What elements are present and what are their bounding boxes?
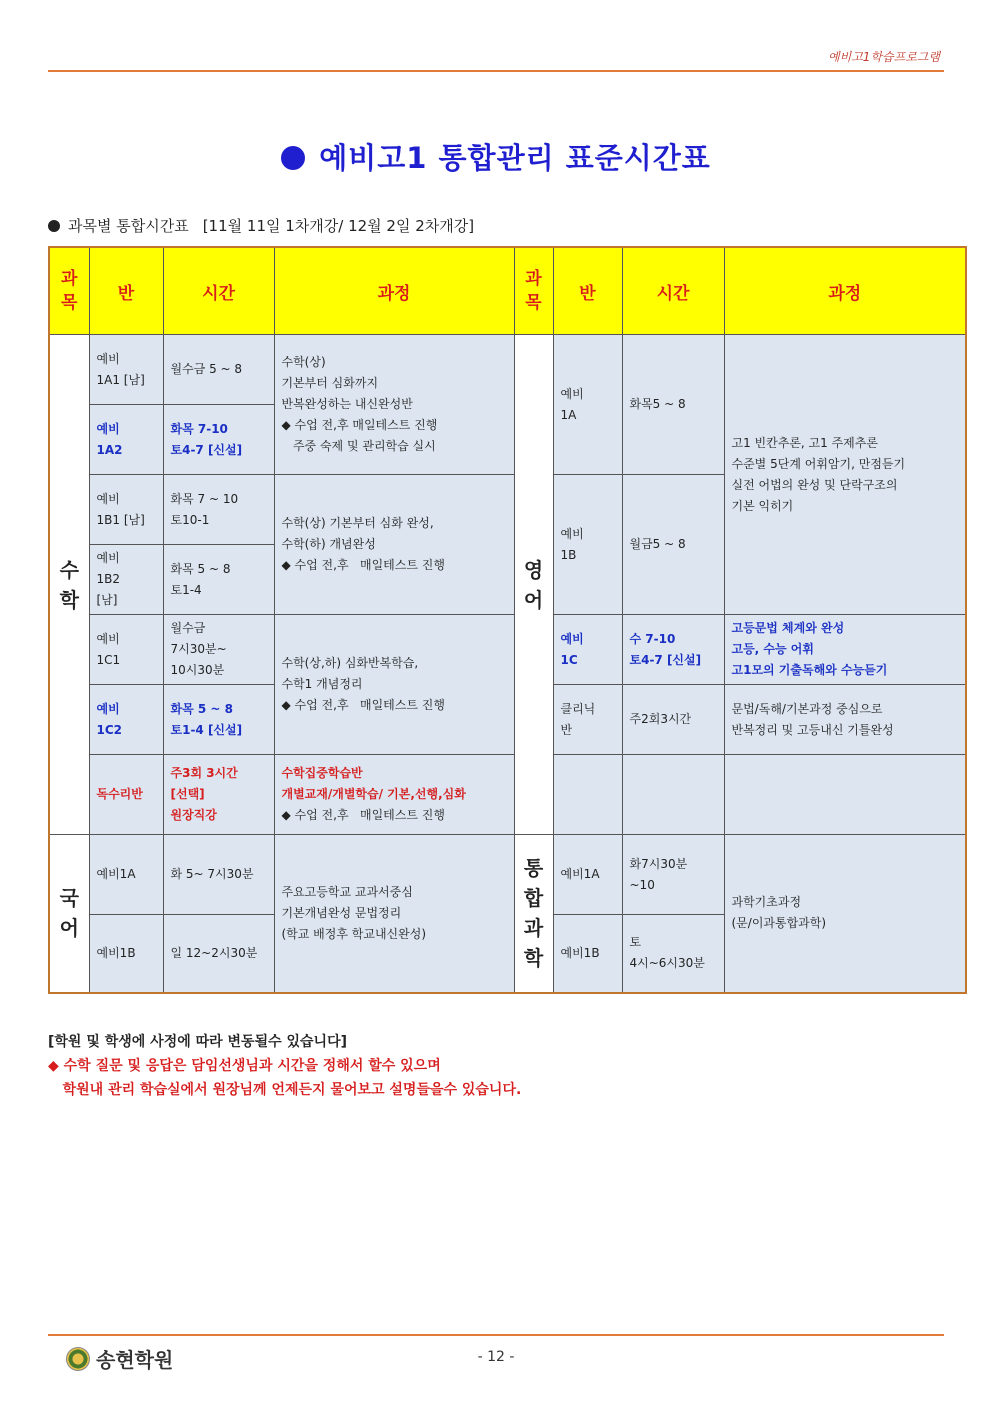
subject-science: 통 합 과 학 — [514, 835, 553, 993]
page-title-text: 예비고1 통합관리 표준시간표 — [319, 141, 711, 175]
time-cell: 화목 5 ~ 8 토1-4 [신설] — [163, 685, 274, 755]
time-cell: 월수금 7시30분~ 10시30분 — [163, 615, 274, 685]
table-row — [49, 835, 966, 915]
subtitle-period: [11월 11일 1차개강/ 12월 2일 2차개강] — [202, 217, 475, 235]
header-class: 반 — [89, 247, 163, 335]
course-cell: 문법/독해/기본과정 중심으로 반복정리 및 고등내신 기틀완성 — [724, 685, 966, 755]
running-header: 예비고1학습프로그램 — [828, 50, 940, 64]
time-cell: 월수금 5 ~ 8 — [163, 335, 274, 405]
subject-math: 수 학 — [49, 335, 89, 835]
header-course-2: 과정 — [724, 247, 966, 335]
class-cell: 예비1B — [89, 915, 163, 993]
class-cell: 독수리반 — [89, 755, 163, 835]
course-cell: 수학집중학습반 개별교재/개별학습/ 기본,선행,심화 ◆ 수업 전,후 매일테스트 진행 — [274, 755, 514, 835]
title-bullet-icon — [281, 146, 305, 170]
class-cell: 예비 1C — [553, 615, 622, 685]
footer-divider — [48, 1334, 944, 1336]
time-cell: 화 5~ 7시30분 — [163, 835, 274, 915]
table-row — [49, 615, 966, 685]
course-cell: 수학(상,하) 심화반복학습, 수학1 개념정리 ◆ 수업 전,후 매일테스트 진행 — [274, 615, 514, 755]
time-cell: 월금5 ~ 8 — [622, 475, 724, 615]
empty-cell — [622, 755, 724, 835]
time-cell: 화7시30분 ~10 — [622, 835, 724, 915]
section-subtitle — [48, 215, 474, 236]
header-time-2: 시간 — [622, 247, 724, 335]
subtitle-label: 과목별 통합시간표 — [68, 217, 189, 235]
notice-line-2: 학원내 관리 학습실에서 원장님께 언제든지 물어보고 설명들을수 있습니다. — [48, 1082, 522, 1098]
time-cell: 주2회3시간 — [622, 685, 724, 755]
subject-korean: 국 어 — [49, 835, 89, 993]
class-cell: 클리닉 반 — [553, 685, 622, 755]
time-cell: 토 4시~6시30분 — [622, 915, 724, 993]
class-cell: 예비 1A2 — [89, 405, 163, 475]
notice — [48, 1030, 521, 1102]
time-cell: 일 12~2시30분 — [163, 915, 274, 993]
timetable — [48, 246, 967, 994]
header-class-2: 반 — [553, 247, 622, 335]
course-cell: 수학(상) 기본부터 심화 완성, 수학(하) 개념완성 ◆ 수업 전,후 매일테스트 진행 — [274, 475, 514, 615]
empty-cell — [553, 755, 622, 835]
time-cell: 화목 5 ~ 8 토1-4 — [163, 545, 274, 615]
time-cell: 화목 7 ~ 10 토10-1 — [163, 475, 274, 545]
header-subject: 과 목 — [49, 247, 89, 335]
class-cell: 예비 1A — [553, 335, 622, 475]
header-course: 과정 — [274, 247, 514, 335]
header-time: 시간 — [163, 247, 274, 335]
academy-name: 송현학원 — [96, 1348, 174, 1372]
header-divider — [48, 70, 944, 72]
course-cell: 수학(상) 기본부터 심화까지 반복완성하는 내신완성반 ◆ 수업 전,후 매일테스트 진행 주중 숙제 및 관리학습 실시 — [274, 335, 514, 475]
class-cell: 예비 1C2 — [89, 685, 163, 755]
table-row — [49, 755, 966, 835]
header-row — [49, 247, 966, 335]
course-cell: 고등문법 체계와 완성 고등, 수능 어휘 고1모의 기출독해와 수능듣기 — [724, 615, 966, 685]
time-cell: 화목 7-10 토4-7 [신설] — [163, 405, 274, 475]
class-cell: 예비1B — [553, 915, 622, 993]
course-cell: 과학기초과정 (문/이과통합과학) — [724, 835, 966, 993]
course-cell: 주요고등학교 교과서중심 기본개념완성 문법정리 (학교 배정후 학교내신완성) — [274, 835, 514, 993]
page-number: - 12 - — [477, 1349, 515, 1365]
empty-cell — [724, 755, 966, 835]
notice-line-1: ◆ 수학 질문 및 응답은 담임선생님과 시간을 정해서 할수 있으며 — [48, 1058, 441, 1074]
bullet-icon — [48, 220, 60, 232]
subject-english: 영 어 — [514, 335, 553, 835]
course-cell: 고1 빈칸추론, 고1 주제추론 수준별 5단계 어휘암기, 만점듣기 실전 어법의 완성 및 단락구조의 기본 익히기 — [724, 335, 966, 615]
class-cell: 예비 1B — [553, 475, 622, 615]
class-cell: 예비1A — [553, 835, 622, 915]
page-title — [0, 136, 992, 177]
header-subject-2: 과 목 — [514, 247, 553, 335]
time-cell: 주3회 3시간 [선택] 원장직강 — [163, 755, 274, 835]
class-cell: 예비 1B2 [남] — [89, 545, 163, 615]
time-cell: 수 7-10 토4-7 [신설] — [622, 615, 724, 685]
class-cell: 예비 1C1 — [89, 615, 163, 685]
time-cell: 화목5 ~ 8 — [622, 335, 724, 475]
notice-head: [학원 및 학생에 사정에 따라 변동될수 있습니다] — [48, 1034, 347, 1050]
table-row — [49, 335, 966, 405]
class-cell: 예비 1B1 [남] — [89, 475, 163, 545]
class-cell: 예비1A — [89, 835, 163, 915]
class-cell: 예비 1A1 [남] — [89, 335, 163, 405]
